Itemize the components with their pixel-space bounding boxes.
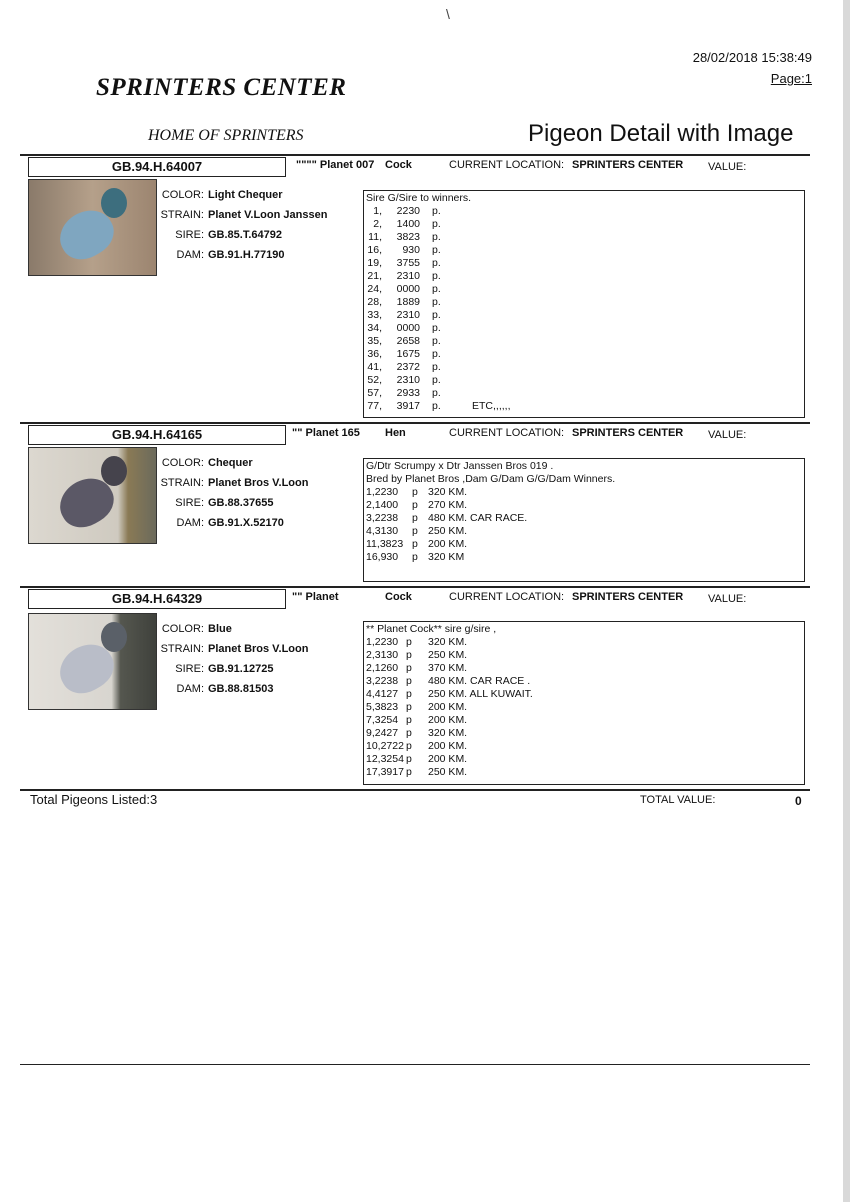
result-cell: 3,2238 bbox=[366, 512, 399, 524]
result-cell: p bbox=[406, 753, 412, 765]
result-row bbox=[366, 499, 802, 512]
attr-strain bbox=[156, 643, 356, 655]
attr-label: SIRE: bbox=[175, 663, 204, 675]
attr-label: SIRE: bbox=[175, 229, 204, 241]
result-cell: 4,3130 bbox=[366, 525, 399, 537]
result-cell: 2310 bbox=[396, 374, 420, 386]
attr-value: GB.91.X.52170 bbox=[208, 517, 284, 529]
attr-color bbox=[156, 623, 356, 635]
attr-label: STRAIN: bbox=[160, 477, 204, 489]
ring-number[interactable]: GB.94.H.64165 bbox=[28, 425, 286, 445]
print-datetime: 28/02/2018 15:38:49 bbox=[692, 50, 812, 65]
result-cell: 1,2230 bbox=[366, 486, 399, 498]
result-cell: 11, bbox=[368, 231, 382, 243]
result-cell: 36, bbox=[367, 348, 382, 360]
result-cell: 77, bbox=[367, 400, 382, 412]
result-cell: 1, bbox=[373, 205, 382, 217]
result-cell: p bbox=[406, 766, 412, 778]
result-row bbox=[366, 348, 802, 361]
result-cell: p bbox=[406, 740, 412, 752]
result-row bbox=[366, 525, 802, 538]
pigeon-sex: Cock bbox=[385, 159, 412, 171]
location-value: SPRINTERS CENTER bbox=[572, 159, 684, 171]
attr-sire bbox=[156, 497, 356, 509]
result-cell: 7,3254 bbox=[366, 714, 399, 726]
result-cell: 5,3823 bbox=[366, 701, 399, 713]
result-cell: 35, bbox=[367, 335, 382, 347]
attr-label: DAM: bbox=[176, 683, 204, 695]
result-row bbox=[366, 387, 802, 400]
result-row bbox=[366, 701, 802, 714]
result-cell: 2, bbox=[373, 218, 382, 230]
result-cell: p. bbox=[432, 374, 441, 386]
result-row bbox=[366, 270, 802, 283]
result-row bbox=[366, 400, 802, 413]
attr-value: Chequer bbox=[208, 457, 253, 469]
total-value: 0 bbox=[795, 794, 802, 808]
performance-notes bbox=[363, 458, 805, 582]
attr-dam bbox=[156, 683, 356, 695]
scan-mark: \ bbox=[446, 6, 450, 22]
result-cell: 270 KM. bbox=[428, 499, 468, 511]
attr-strain bbox=[156, 209, 356, 221]
result-cell: 9,2427 bbox=[366, 727, 399, 739]
result-cell: 930 bbox=[402, 244, 420, 256]
attr-label: DAM: bbox=[176, 517, 204, 529]
result-cell: p bbox=[406, 662, 412, 674]
pigeon-head-shape bbox=[101, 622, 127, 652]
result-cell: 41, bbox=[367, 361, 382, 373]
result-cell: 33, bbox=[367, 309, 382, 321]
result-cell: 200 KM. bbox=[428, 753, 468, 765]
attr-label: DAM: bbox=[176, 249, 204, 261]
result-row bbox=[366, 218, 802, 231]
result-cell: p. bbox=[432, 361, 441, 373]
result-cell: p. bbox=[432, 296, 441, 308]
pigeon-photo bbox=[28, 613, 157, 710]
ring-number[interactable]: GB.94.H.64329 bbox=[28, 589, 286, 609]
attr-color bbox=[156, 189, 356, 201]
pigeon-name: "" Planet 165 bbox=[292, 427, 360, 439]
attr-value: Planet V.Loon Janssen bbox=[208, 209, 328, 221]
result-cell: 3755 bbox=[396, 257, 420, 269]
result-cell: p. bbox=[432, 257, 441, 269]
result-cell: p bbox=[412, 551, 418, 563]
result-row bbox=[366, 205, 802, 218]
result-cell: 2310 bbox=[396, 270, 420, 282]
result-row bbox=[366, 727, 802, 740]
result-cell: p. bbox=[432, 218, 441, 230]
result-row bbox=[366, 322, 802, 335]
performance-notes bbox=[363, 621, 805, 785]
result-cell: p. bbox=[432, 387, 441, 399]
result-row bbox=[366, 374, 802, 387]
result-cell: 3823 bbox=[396, 231, 420, 243]
result-cell: 320 KM. bbox=[428, 486, 468, 498]
attr-label: COLOR: bbox=[161, 457, 204, 469]
result-cell: 12,3254 bbox=[366, 753, 404, 765]
result-cell: p. bbox=[432, 231, 441, 243]
attr-label: STRAIN: bbox=[160, 209, 204, 221]
attr-label: STRAIN: bbox=[160, 643, 204, 655]
section-divider bbox=[20, 789, 810, 791]
result-row bbox=[366, 636, 802, 649]
result-cell: 320 KM bbox=[428, 551, 465, 563]
brand-name: SPRINTERS CENTER bbox=[96, 74, 347, 101]
result-cell: 2,1260 bbox=[366, 662, 399, 674]
result-cell: p bbox=[406, 688, 412, 700]
result-cell: p bbox=[412, 525, 418, 537]
result-cell: 52, bbox=[367, 374, 382, 386]
result-row bbox=[366, 335, 802, 348]
result-cell: 16, bbox=[367, 244, 382, 256]
notes-header-line: ** Planet Cock** sire g/sire , bbox=[366, 623, 497, 635]
result-cell: p. bbox=[432, 348, 441, 360]
section-divider bbox=[20, 422, 810, 424]
result-cell: 480 KM. CAR RACE. bbox=[428, 512, 528, 524]
result-cell: p. bbox=[432, 244, 441, 256]
result-row bbox=[366, 662, 802, 675]
result-cell: 11,3823 bbox=[366, 538, 404, 550]
result-cell: 24, bbox=[367, 283, 382, 295]
result-cell: 1889 bbox=[396, 296, 420, 308]
result-row bbox=[366, 486, 802, 499]
result-cell: 4,4127 bbox=[366, 688, 399, 700]
attr-dam bbox=[156, 249, 356, 261]
result-cell: 3917 bbox=[396, 400, 420, 412]
notes-header-line: G/Dtr Scrumpy x Dtr Janssen Bros 019 . bbox=[366, 460, 554, 472]
attr-sire bbox=[156, 229, 356, 241]
footer-divider bbox=[20, 1064, 810, 1065]
pigeon-name: """" Planet 007 bbox=[296, 159, 375, 171]
attr-dam bbox=[156, 517, 356, 529]
attr-value: Blue bbox=[208, 623, 232, 635]
result-cell: p bbox=[406, 714, 412, 726]
pigeon-head-shape bbox=[101, 456, 127, 486]
result-cell: 1400 bbox=[396, 218, 420, 230]
header-divider bbox=[20, 154, 810, 156]
result-cell: p bbox=[406, 649, 412, 661]
result-cell: ETC,,,,,, bbox=[472, 400, 511, 412]
result-cell: 200 KM. bbox=[428, 538, 468, 550]
result-row bbox=[366, 512, 802, 525]
result-row bbox=[366, 309, 802, 322]
result-cell: p bbox=[412, 538, 418, 550]
result-row bbox=[366, 688, 802, 701]
result-cell: 250 KM. ALL KUWAIT. bbox=[428, 688, 533, 700]
result-row bbox=[366, 753, 802, 766]
result-cell: 2658 bbox=[396, 335, 420, 347]
location-value: SPRINTERS CENTER bbox=[572, 591, 684, 603]
result-cell: p bbox=[406, 727, 412, 739]
result-cell: 2,3130 bbox=[366, 649, 399, 661]
result-row bbox=[366, 551, 802, 564]
value-label: VALUE: bbox=[708, 593, 747, 605]
report-title: Pigeon Detail with Image bbox=[528, 120, 794, 147]
result-cell: 200 KM. bbox=[428, 714, 468, 726]
result-row bbox=[366, 361, 802, 374]
result-cell: 21, bbox=[367, 270, 382, 282]
pigeon-photo bbox=[28, 447, 157, 544]
result-row bbox=[366, 231, 802, 244]
result-cell: 480 KM. CAR RACE . bbox=[428, 675, 531, 687]
pigeon-sex: Cock bbox=[385, 591, 412, 603]
result-cell: 2,1400 bbox=[366, 499, 399, 511]
result-cell: p bbox=[412, 512, 418, 524]
attr-label: SIRE: bbox=[175, 497, 204, 509]
attr-value: GB.88.37655 bbox=[208, 497, 274, 509]
result-cell: p bbox=[406, 636, 412, 648]
result-cell: 0000 bbox=[396, 283, 420, 295]
total-value-label: TOTAL VALUE: bbox=[640, 794, 716, 806]
result-row bbox=[366, 296, 802, 309]
ring-number[interactable]: GB.94.H.64007 bbox=[28, 157, 286, 177]
result-cell: 2230 bbox=[396, 205, 420, 217]
result-row bbox=[366, 714, 802, 727]
result-cell: 17,3917 bbox=[366, 766, 404, 778]
result-cell: 28, bbox=[367, 296, 382, 308]
value-label: VALUE: bbox=[708, 429, 747, 441]
result-row bbox=[366, 675, 802, 688]
result-cell: 2372 bbox=[396, 361, 420, 373]
result-cell: 19, bbox=[367, 257, 382, 269]
pigeon-name: "" Planet bbox=[292, 591, 339, 603]
result-row bbox=[366, 244, 802, 257]
result-cell: 250 KM. bbox=[428, 766, 468, 778]
section-divider bbox=[20, 586, 810, 588]
page-number: Page:1 bbox=[770, 71, 812, 86]
location-value: SPRINTERS CENTER bbox=[572, 427, 684, 439]
result-cell: p bbox=[412, 499, 418, 511]
result-cell: 2933 bbox=[396, 387, 420, 399]
attr-strain bbox=[156, 477, 356, 489]
result-cell: 320 KM. bbox=[428, 636, 468, 648]
result-cell: p bbox=[412, 486, 418, 498]
location-label: CURRENT LOCATION: bbox=[449, 159, 565, 171]
pigeon-sex: Hen bbox=[385, 427, 406, 439]
result-row bbox=[366, 766, 802, 779]
attr-value: Light Chequer bbox=[208, 189, 283, 201]
result-cell: p. bbox=[432, 400, 441, 412]
result-cell: p bbox=[406, 675, 412, 687]
brand-tagline: HOME OF SPRINTERS bbox=[148, 127, 304, 144]
result-cell: 34, bbox=[367, 322, 382, 334]
attr-value: GB.88.81503 bbox=[208, 683, 274, 695]
result-cell: 200 KM. bbox=[428, 740, 468, 752]
attr-value: Planet Bros V.Loon bbox=[208, 643, 309, 655]
attr-value: Planet Bros V.Loon bbox=[208, 477, 309, 489]
result-cell: 16,930 bbox=[366, 551, 399, 563]
result-row bbox=[366, 283, 802, 296]
attr-sire bbox=[156, 663, 356, 675]
result-cell: p. bbox=[432, 309, 441, 321]
result-cell: 250 KM. bbox=[428, 649, 468, 661]
result-cell: 250 KM. bbox=[428, 525, 468, 537]
result-cell: 2310 bbox=[396, 309, 420, 321]
result-cell: p. bbox=[432, 283, 441, 295]
attr-label: COLOR: bbox=[161, 623, 204, 635]
result-cell: 3,2238 bbox=[366, 675, 399, 687]
pigeon-head-shape bbox=[101, 188, 127, 218]
result-cell: 320 KM. bbox=[428, 727, 468, 739]
attr-value: GB.85.T.64792 bbox=[208, 229, 282, 241]
notes-header-line: Bred by Planet Bros ,Dam G/Dam G/G/Dam Winners. bbox=[366, 473, 616, 485]
result-row bbox=[366, 649, 802, 662]
result-cell: 1,2230 bbox=[366, 636, 399, 648]
performance-notes bbox=[363, 190, 805, 418]
result-cell: 57, bbox=[367, 387, 382, 399]
result-row bbox=[366, 538, 802, 551]
result-row bbox=[366, 740, 802, 753]
attr-value: GB.91.H.77190 bbox=[208, 249, 285, 261]
pigeon-photo bbox=[28, 179, 157, 276]
location-label: CURRENT LOCATION: bbox=[449, 427, 565, 439]
result-cell: p bbox=[406, 701, 412, 713]
result-cell: 10,2722 bbox=[366, 740, 404, 752]
attr-color bbox=[156, 457, 356, 469]
location-label: CURRENT LOCATION: bbox=[449, 591, 565, 603]
result-cell: 1675 bbox=[396, 348, 420, 360]
result-cell: 370 KM. bbox=[428, 662, 468, 674]
result-cell: p. bbox=[432, 335, 441, 347]
result-cell: p. bbox=[432, 322, 441, 334]
notes-header-line: Sire G/Sire to winners. bbox=[366, 192, 472, 204]
result-row bbox=[366, 257, 802, 270]
result-cell: p. bbox=[432, 270, 441, 282]
result-cell: p. bbox=[432, 205, 441, 217]
total-pigeons-listed: Total Pigeons Listed:3 bbox=[30, 792, 158, 807]
value-label: VALUE: bbox=[708, 161, 747, 173]
attr-label: COLOR: bbox=[161, 189, 204, 201]
attr-value: GB.91.12725 bbox=[208, 663, 274, 675]
result-cell: 0000 bbox=[396, 322, 420, 334]
result-cell: 200 KM. bbox=[428, 701, 468, 713]
page-edge bbox=[843, 0, 850, 1202]
